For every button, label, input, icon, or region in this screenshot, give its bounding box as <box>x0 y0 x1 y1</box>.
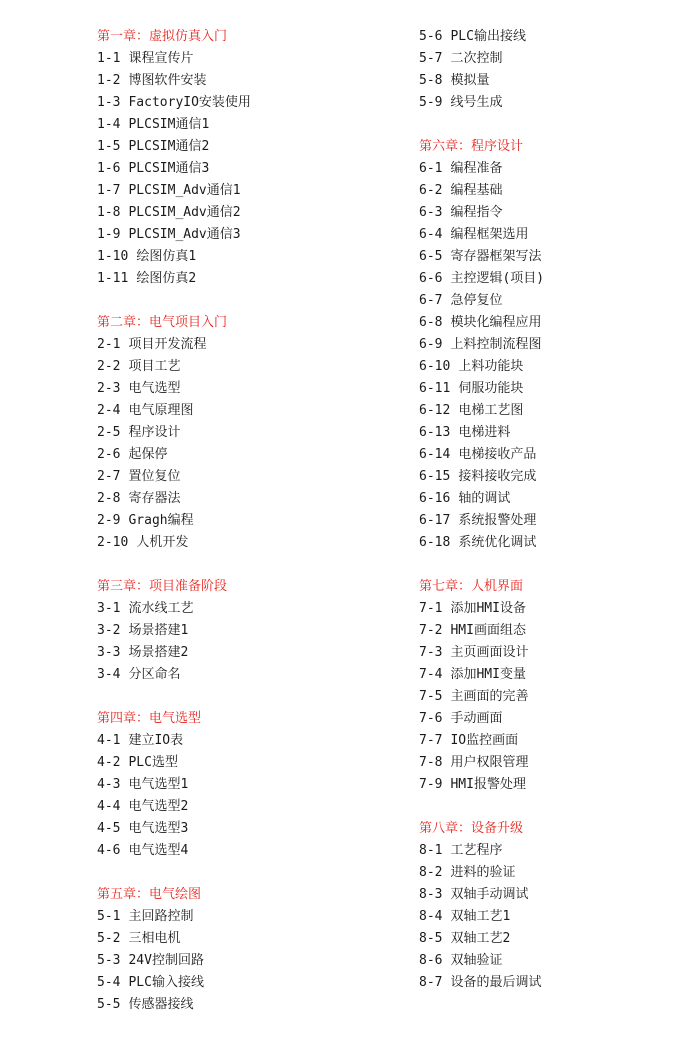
lesson-item <box>97 642 397 664</box>
lesson-title: 电梯接收产品 <box>458 447 537 462</box>
lesson-title: Gragh编程 <box>128 513 194 528</box>
lesson-item <box>97 422 397 444</box>
lesson-item <box>97 972 397 994</box>
lesson-item <box>97 114 397 136</box>
lesson-item <box>419 378 689 400</box>
chapter-title: 第二章：电气项目入门 <box>97 315 228 330</box>
lesson-title: PLCSIM通信2 <box>128 139 210 154</box>
lesson-title: 主页画面设计 <box>450 645 529 660</box>
lesson-item <box>97 994 397 1016</box>
lesson-title: PLCSIM_Adv通信2 <box>128 205 241 220</box>
lesson-title: 编程准备 <box>450 161 503 176</box>
lesson-title: 二次控制 <box>450 51 503 66</box>
lesson-number: 4-2 <box>97 755 121 770</box>
lesson-item <box>97 48 397 70</box>
lesson-title: 双轴工艺2 <box>450 931 511 946</box>
lesson-item <box>419 708 689 730</box>
chapter-title: 第一章：虚拟仿真入门 <box>97 29 228 44</box>
lesson-item <box>97 730 397 752</box>
lesson-title: 项目开发流程 <box>128 337 207 352</box>
lesson-number: 2-4 <box>97 403 121 418</box>
lesson-item <box>419 202 689 224</box>
lesson-item <box>419 356 689 378</box>
lesson-item <box>419 642 689 664</box>
lesson-item <box>97 752 397 774</box>
chapter-section <box>419 576 689 796</box>
lesson-item <box>419 598 689 620</box>
lesson-number: 3-3 <box>97 645 121 660</box>
lesson-title: 课程宣传片 <box>128 51 194 66</box>
lesson-title: 电气选型2 <box>128 799 189 814</box>
lesson-number: 6-8 <box>419 315 443 330</box>
lesson-number: 5-6 <box>419 29 443 44</box>
lesson-item <box>419 180 689 202</box>
chapter-section <box>419 818 689 994</box>
lesson-title: 电气原理图 <box>128 403 194 418</box>
chapter-title: 第七章：人机界面 <box>419 579 524 594</box>
lesson-title: 程序设计 <box>128 425 181 440</box>
lesson-title: 轴的调试 <box>458 491 511 506</box>
lesson-number: 5-9 <box>419 95 443 110</box>
lesson-title: 进料的验证 <box>450 865 516 880</box>
lesson-item <box>419 466 689 488</box>
lesson-item <box>419 972 689 994</box>
lesson-item <box>419 950 689 972</box>
lesson-item <box>97 378 397 400</box>
lesson-title: 项目工艺 <box>128 359 181 374</box>
lesson-item <box>97 334 397 356</box>
lesson-title: PLCSIM_Adv通信3 <box>128 227 241 242</box>
lesson-title: 起保停 <box>128 447 168 462</box>
lesson-title: 电梯进料 <box>458 425 511 440</box>
lesson-number: 3-4 <box>97 667 121 682</box>
lesson-item <box>419 620 689 642</box>
chapter-title: 第八章：设备升级 <box>419 821 524 836</box>
lesson-number: 2-10 <box>97 535 129 550</box>
lesson-number: 5-3 <box>97 953 121 968</box>
lesson-title: 绘图仿真2 <box>136 271 197 286</box>
lesson-number: 5-8 <box>419 73 443 88</box>
chapter-section <box>97 26 397 290</box>
lesson-title: 电气选型 <box>128 381 181 396</box>
lesson-number: 6-14 <box>419 447 451 462</box>
chapter-title: 第三章：项目准备阶段 <box>97 579 228 594</box>
lesson-item <box>97 224 397 246</box>
chapter-title: 第五章：电气绘图 <box>97 887 202 902</box>
lesson-number: 6-16 <box>419 491 451 506</box>
lesson-number: 8-7 <box>419 975 443 990</box>
lesson-item <box>97 202 397 224</box>
lesson-title: 系统优化调试 <box>458 535 537 550</box>
lesson-number: 5-5 <box>97 997 121 1012</box>
lesson-title: HMI报警处理 <box>450 777 526 792</box>
lesson-number: 5-7 <box>419 51 443 66</box>
lesson-number: 2-2 <box>97 359 121 374</box>
lesson-number: 4-3 <box>97 777 121 792</box>
lesson-number: 2-1 <box>97 337 121 352</box>
right-column <box>419 26 689 1016</box>
lesson-item <box>419 26 689 48</box>
lesson-number: 7-5 <box>419 689 443 704</box>
lesson-number: 3-1 <box>97 601 121 616</box>
lesson-number: 1-2 <box>97 73 121 88</box>
lesson-item <box>419 224 689 246</box>
lesson-title: 上料功能块 <box>458 359 524 374</box>
lesson-title: 主控逻辑(项目) <box>450 271 545 286</box>
lesson-item <box>419 268 689 290</box>
lesson-title: 传感器接线 <box>128 997 194 1012</box>
lesson-title: 模拟量 <box>450 73 490 88</box>
lesson-item <box>419 862 689 884</box>
lesson-item <box>97 180 397 202</box>
lesson-item <box>419 48 689 70</box>
lesson-number: 7-7 <box>419 733 443 748</box>
lesson-number: 1-1 <box>97 51 121 66</box>
lesson-title: 接料接收完成 <box>458 469 537 484</box>
chapter-section <box>97 884 397 1016</box>
lesson-title: HMI画面组态 <box>450 623 526 638</box>
lesson-item <box>97 488 397 510</box>
lesson-item <box>419 884 689 906</box>
lesson-number: 4-6 <box>97 843 121 858</box>
lesson-number: 7-3 <box>419 645 443 660</box>
chapter-section <box>97 708 397 862</box>
lesson-number: 1-4 <box>97 117 121 132</box>
lesson-item <box>419 774 689 796</box>
lesson-number: 2-7 <box>97 469 121 484</box>
lesson-number: 7-9 <box>419 777 443 792</box>
lesson-title: 场景搭建2 <box>128 645 189 660</box>
lesson-item <box>419 400 689 422</box>
lesson-number: 2-9 <box>97 513 121 528</box>
lesson-number: 7-1 <box>419 601 443 616</box>
lesson-title: 设备的最后调试 <box>450 975 542 990</box>
lesson-number: 1-8 <box>97 205 121 220</box>
lesson-number: 6-7 <box>419 293 443 308</box>
lesson-number: 2-3 <box>97 381 121 396</box>
lesson-number: 8-4 <box>419 909 443 924</box>
lesson-item <box>419 686 689 708</box>
lesson-number: 6-3 <box>419 205 443 220</box>
lesson-title: 编程指令 <box>450 205 503 220</box>
lesson-item <box>419 312 689 334</box>
lesson-item <box>419 92 689 114</box>
lesson-title: 线号生成 <box>450 95 503 110</box>
lesson-item <box>97 796 397 818</box>
lesson-title: 绘图仿真1 <box>136 249 197 264</box>
lesson-item <box>97 510 397 532</box>
lesson-item <box>419 334 689 356</box>
lesson-number: 6-11 <box>419 381 451 396</box>
lesson-item <box>419 730 689 752</box>
lesson-title: 建立IO表 <box>128 733 184 748</box>
lesson-item <box>97 92 397 114</box>
lesson-item <box>97 356 397 378</box>
lesson-title: 伺服功能块 <box>458 381 524 396</box>
lesson-title: 流水线工艺 <box>128 601 194 616</box>
lesson-item <box>419 752 689 774</box>
lesson-item <box>419 444 689 466</box>
lesson-title: 置位复位 <box>128 469 181 484</box>
lesson-item <box>97 818 397 840</box>
chapter-section <box>419 26 689 114</box>
lesson-title: 电气选型3 <box>128 821 189 836</box>
lesson-number: 1-6 <box>97 161 121 176</box>
lesson-number: 4-5 <box>97 821 121 836</box>
lesson-number: 5-2 <box>97 931 121 946</box>
lesson-item <box>97 268 397 290</box>
chapter-section <box>419 136 689 554</box>
lesson-title: 添加HMI变量 <box>450 667 526 682</box>
lesson-item <box>97 906 397 928</box>
lesson-title: 三相电机 <box>128 931 181 946</box>
lesson-item <box>97 840 397 862</box>
lesson-number: 6-15 <box>419 469 451 484</box>
lesson-number: 6-18 <box>419 535 451 550</box>
lesson-item <box>97 136 397 158</box>
lesson-item <box>97 774 397 796</box>
lesson-title: 24V控制回路 <box>128 953 204 968</box>
lesson-number: 6-1 <box>419 161 443 176</box>
lesson-number: 1-10 <box>97 249 129 264</box>
lesson-item <box>419 840 689 862</box>
lesson-number: 5-1 <box>97 909 121 924</box>
lesson-number: 6-6 <box>419 271 443 286</box>
lesson-title: 编程基础 <box>450 183 503 198</box>
left-column <box>97 26 397 1038</box>
lesson-title: PLCSIM_Adv通信1 <box>128 183 241 198</box>
lesson-item <box>97 598 397 620</box>
lesson-number: 1-5 <box>97 139 121 154</box>
lesson-number: 7-8 <box>419 755 443 770</box>
lesson-title: 博图软件安装 <box>128 73 207 88</box>
chapter-title: 第四章：电气选型 <box>97 711 202 726</box>
lesson-title: 主画面的完善 <box>450 689 529 704</box>
lesson-number: 1-3 <box>97 95 121 110</box>
lesson-item <box>419 510 689 532</box>
lesson-item <box>419 906 689 928</box>
lesson-number: 2-5 <box>97 425 121 440</box>
lesson-title: PLC选型 <box>128 755 178 770</box>
lesson-title: 手动画面 <box>450 711 503 726</box>
lesson-title: PLCSIM通信1 <box>128 117 210 132</box>
lesson-number: 7-6 <box>419 711 443 726</box>
lesson-title: 人机开发 <box>136 535 189 550</box>
lesson-number: 1-7 <box>97 183 121 198</box>
lesson-item <box>97 444 397 466</box>
lesson-title: 用户权限管理 <box>450 755 529 770</box>
lesson-number: 8-3 <box>419 887 443 902</box>
lesson-item <box>419 70 689 92</box>
lesson-title: 双轴验证 <box>450 953 503 968</box>
lesson-number: 6-13 <box>419 425 451 440</box>
chapter-section <box>97 576 397 686</box>
lesson-title: 模块化编程应用 <box>450 315 542 330</box>
lesson-title: 主回路控制 <box>128 909 194 924</box>
lesson-number: 2-6 <box>97 447 121 462</box>
lesson-title: 电气选型1 <box>128 777 189 792</box>
lesson-title: 添加HMI设备 <box>450 601 526 616</box>
lesson-number: 8-1 <box>419 843 443 858</box>
lesson-title: 寄存器框架写法 <box>450 249 542 264</box>
lesson-title: 急停复位 <box>450 293 503 308</box>
chapter-section <box>97 312 397 554</box>
lesson-item <box>419 928 689 950</box>
lesson-title: 双轴手动调试 <box>450 887 529 902</box>
lesson-title: 上料控制流程图 <box>450 337 542 352</box>
lesson-title: 工艺程序 <box>450 843 503 858</box>
chapter-title: 第六章：程序设计 <box>419 139 524 154</box>
lesson-number: 8-5 <box>419 931 443 946</box>
lesson-number: 7-4 <box>419 667 443 682</box>
lesson-item <box>419 532 689 554</box>
lesson-item <box>419 158 689 180</box>
lesson-title: 寄存器法 <box>128 491 181 506</box>
lesson-title: 编程框架选用 <box>450 227 529 242</box>
lesson-number: 6-17 <box>419 513 451 528</box>
lesson-number: 3-2 <box>97 623 121 638</box>
lesson-number: 2-8 <box>97 491 121 506</box>
lesson-item <box>97 950 397 972</box>
lesson-number: 1-9 <box>97 227 121 242</box>
lesson-number: 1-11 <box>97 271 129 286</box>
lesson-title: 分区命名 <box>128 667 181 682</box>
lesson-number: 4-4 <box>97 799 121 814</box>
lesson-number: 6-10 <box>419 359 451 374</box>
lesson-number: 8-6 <box>419 953 443 968</box>
lesson-item <box>97 664 397 686</box>
lesson-title: FactoryIO安装使用 <box>128 95 251 110</box>
lesson-item <box>97 532 397 554</box>
lesson-title: 电梯工艺图 <box>458 403 524 418</box>
lesson-title: PLC输出接线 <box>450 29 526 44</box>
lesson-item <box>97 466 397 488</box>
lesson-number: 6-4 <box>419 227 443 242</box>
lesson-title: 场景搭建1 <box>128 623 189 638</box>
lesson-item <box>419 422 689 444</box>
lesson-item <box>419 290 689 312</box>
lesson-number: 6-5 <box>419 249 443 264</box>
lesson-title: 系统报警处理 <box>458 513 537 528</box>
lesson-title: IO监控画面 <box>450 733 519 748</box>
lesson-title: 双轴工艺1 <box>450 909 511 924</box>
lesson-number: 6-12 <box>419 403 451 418</box>
lesson-number: 6-2 <box>419 183 443 198</box>
lesson-number: 5-4 <box>97 975 121 990</box>
lesson-number: 4-1 <box>97 733 121 748</box>
lesson-number: 8-2 <box>419 865 443 880</box>
lesson-number: 7-2 <box>419 623 443 638</box>
lesson-item <box>419 664 689 686</box>
lesson-title: PLC输入接线 <box>128 975 204 990</box>
lesson-item <box>97 928 397 950</box>
lesson-title: PLCSIM通信3 <box>128 161 210 176</box>
lesson-item <box>97 620 397 642</box>
lesson-item <box>419 246 689 268</box>
lesson-number: 6-9 <box>419 337 443 352</box>
lesson-item <box>97 70 397 92</box>
lesson-item <box>97 400 397 422</box>
lesson-item <box>97 158 397 180</box>
lesson-title: 电气选型4 <box>128 843 189 858</box>
lesson-item <box>97 246 397 268</box>
lesson-item <box>419 488 689 510</box>
